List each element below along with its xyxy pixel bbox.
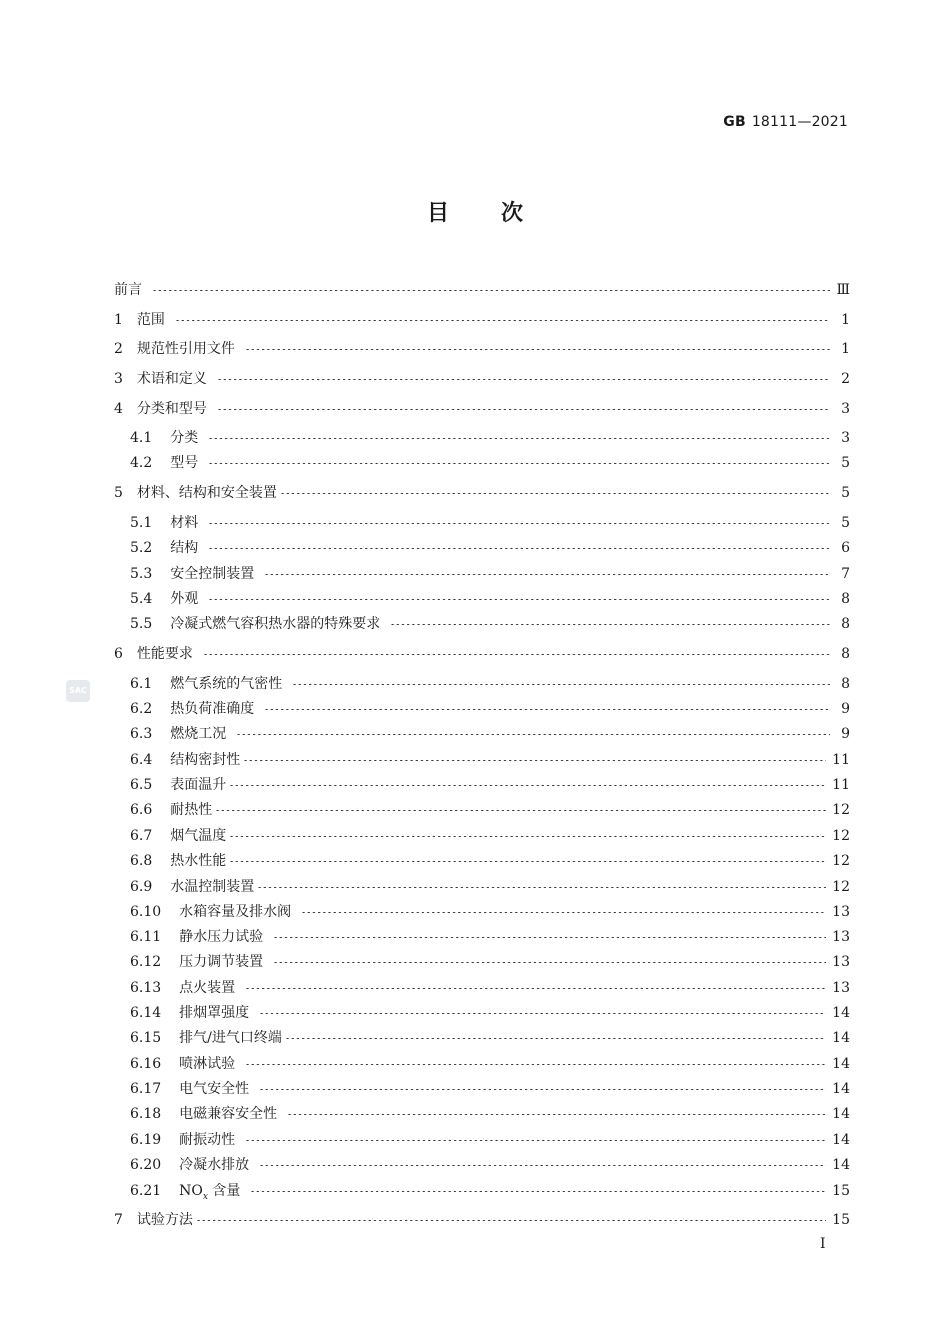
toc-entry-number: 1 bbox=[114, 312, 123, 328]
toc-entry-page: 13 bbox=[832, 980, 850, 996]
toc-entry-number: 2 bbox=[114, 341, 123, 357]
toc-entry-number: 4 bbox=[114, 401, 123, 417]
toc-entry-label: 型号 bbox=[170, 455, 199, 471]
toc-entry-page: 14 bbox=[832, 1106, 850, 1122]
toc-entry-page: 9 bbox=[841, 726, 850, 742]
toc-dot-leader bbox=[208, 548, 830, 549]
toc-entry-page: 14 bbox=[832, 1005, 850, 1021]
toc-entry[interactable] bbox=[130, 674, 850, 694]
toc-entry-page: 5 bbox=[841, 515, 850, 531]
toc-entry-number: 5.4 bbox=[130, 591, 153, 607]
toc-entry-label: 热水性能 bbox=[170, 853, 227, 869]
toc-entry-number: 6.10 bbox=[130, 904, 162, 920]
toc-entry-label: 术语和定义 bbox=[136, 371, 207, 387]
toc-entry-number: 6.11 bbox=[130, 929, 162, 945]
toc-entry[interactable] bbox=[130, 775, 850, 795]
toc-entry-number: 6.8 bbox=[130, 853, 153, 869]
toc-entry-number: 6.5 bbox=[130, 777, 153, 793]
toc-entry-label: 分类和型号 bbox=[136, 401, 207, 417]
toc-entry[interactable] bbox=[130, 800, 850, 820]
toc-dot-leader bbox=[264, 709, 830, 710]
toc-dot-leader bbox=[196, 1220, 826, 1221]
toc-entry[interactable] bbox=[114, 310, 850, 330]
toc-entry-label: 外观 bbox=[170, 591, 199, 607]
toc-entry[interactable] bbox=[130, 750, 850, 770]
toc-dot-leader bbox=[215, 810, 826, 811]
toc-entry-page: 1 bbox=[841, 312, 850, 328]
toc-entry-number: 6.4 bbox=[130, 752, 153, 768]
toc-entry-label: 冷凝水排放 bbox=[179, 1157, 250, 1173]
toc-entry-page: 8 bbox=[841, 616, 850, 632]
toc-entry-page: 3 bbox=[841, 401, 850, 417]
toc-entry-page: 8 bbox=[841, 646, 850, 662]
toc-entry-page: 8 bbox=[841, 676, 850, 692]
toc-entry-label: 热负荷准确度 bbox=[170, 701, 255, 717]
toc-entry-number: 6.21 bbox=[130, 1183, 162, 1199]
toc-entry[interactable] bbox=[130, 902, 850, 922]
toc-entry[interactable] bbox=[130, 699, 850, 719]
toc-entry[interactable] bbox=[114, 1210, 850, 1230]
toc-entry[interactable] bbox=[114, 369, 850, 389]
toc-entry-label: 结构 bbox=[170, 540, 199, 556]
toc-dot-leader bbox=[217, 409, 830, 410]
toc-dot-leader bbox=[229, 785, 826, 786]
toc-entry-label: 耐振动性 bbox=[179, 1132, 236, 1148]
toc-dot-leader bbox=[280, 493, 830, 494]
toc-entry-label: 压力调节装置 bbox=[179, 954, 264, 970]
toc-entry-label: 燃气系统的气密性 bbox=[170, 676, 283, 692]
toc-entry-page: 11 bbox=[832, 752, 850, 768]
toc-entry-page: 12 bbox=[832, 828, 850, 844]
toc-entry[interactable] bbox=[130, 513, 850, 533]
toc-entry-page: 15 bbox=[832, 1183, 850, 1199]
toc-dot-leader bbox=[175, 320, 830, 321]
toc-entry-label: 燃烧工况 bbox=[170, 726, 227, 742]
standard-code: GB bbox=[723, 114, 746, 130]
toc-entry-label: 结构密封性 bbox=[170, 752, 241, 768]
toc-dot-leader bbox=[390, 624, 830, 625]
toc-entry[interactable] bbox=[130, 614, 850, 634]
toc-dot-leader bbox=[273, 962, 826, 963]
toc-entry-number: 6.9 bbox=[130, 879, 153, 895]
page-title: 目次 bbox=[426, 201, 575, 226]
toc-entry-page: 13 bbox=[832, 904, 850, 920]
toc-entry-number: 6.16 bbox=[130, 1056, 162, 1072]
toc-entry[interactable] bbox=[130, 826, 850, 846]
toc-entry-label: 规范性引用文件 bbox=[136, 341, 235, 357]
toc-dot-leader bbox=[208, 599, 830, 600]
toc-entry-label: 分类 bbox=[170, 430, 199, 446]
toc-dot-leader bbox=[245, 988, 826, 989]
toc-entry-number: 6.15 bbox=[130, 1030, 162, 1046]
toc-dot-leader bbox=[259, 1013, 826, 1014]
toc-dot-leader bbox=[259, 1089, 826, 1090]
toc-entry-page: 13 bbox=[832, 954, 850, 970]
toc-entry[interactable] bbox=[114, 644, 850, 664]
toc-dot-leader bbox=[245, 349, 830, 350]
toc-entry-page: 14 bbox=[832, 1030, 850, 1046]
toc-entry-number: 6.13 bbox=[130, 980, 162, 996]
page-number: I bbox=[820, 1236, 826, 1252]
toc-entry[interactable] bbox=[130, 851, 850, 871]
toc-entry-number: 6.18 bbox=[130, 1106, 162, 1122]
toc-dot-leader bbox=[208, 523, 830, 524]
toc-entry[interactable] bbox=[130, 564, 850, 584]
toc-entry[interactable] bbox=[130, 1028, 850, 1048]
toc-entry-number: 6.6 bbox=[130, 802, 153, 818]
toc-entry[interactable] bbox=[130, 952, 850, 972]
toc-dot-leader bbox=[152, 290, 830, 291]
toc-entry-label: 喷淋试验 bbox=[179, 1056, 236, 1072]
toc-dot-leader bbox=[243, 760, 826, 761]
toc-entry[interactable] bbox=[130, 978, 850, 998]
toc-entry[interactable] bbox=[114, 280, 850, 300]
toc-entry-label: 试验方法 bbox=[136, 1212, 193, 1228]
toc-entry[interactable] bbox=[130, 538, 850, 558]
toc-entry-label: 材料 bbox=[170, 515, 199, 531]
toc-dot-leader bbox=[264, 574, 830, 575]
toc-dot-leader bbox=[245, 1064, 826, 1065]
standard-year-number: 18111—2021 bbox=[751, 114, 848, 130]
toc-entry-label: 冷凝式燃气容积热水器的特殊要求 bbox=[170, 616, 381, 632]
toc-entry-page: 9 bbox=[841, 701, 850, 717]
toc-entry-number: 7 bbox=[114, 1212, 123, 1228]
toc-dot-leader bbox=[273, 937, 826, 938]
toc-entry-number: 6.2 bbox=[130, 701, 153, 717]
toc-entry-page: 11 bbox=[832, 777, 850, 793]
toc-entry-number: 5.3 bbox=[130, 566, 153, 582]
toc-entry-number: 6.20 bbox=[130, 1157, 162, 1173]
toc-dot-leader bbox=[285, 1038, 826, 1039]
toc-entry[interactable] bbox=[130, 877, 850, 897]
toc-entry-page: 3 bbox=[841, 430, 850, 446]
toc-dot-leader bbox=[229, 836, 826, 837]
toc-entry-number: 5.2 bbox=[130, 540, 153, 556]
sac-watermark-logo: SAC bbox=[66, 680, 90, 702]
toc-entry[interactable] bbox=[130, 1054, 850, 1074]
toc-entry-page: 14 bbox=[832, 1132, 850, 1148]
toc-entry-number: 6 bbox=[114, 646, 123, 662]
toc-entry-label: 点火装置 bbox=[179, 980, 236, 996]
toc-entry[interactable] bbox=[130, 1155, 850, 1175]
toc-entry[interactable] bbox=[130, 1181, 850, 1201]
toc-entry-label: 范围 bbox=[136, 312, 165, 328]
toc-dot-leader bbox=[259, 1165, 826, 1166]
toc-entry[interactable] bbox=[130, 1130, 850, 1150]
toc-entry-page: Ⅲ bbox=[836, 282, 850, 298]
toc-dot-leader bbox=[287, 1114, 826, 1115]
toc-dot-leader bbox=[236, 734, 830, 735]
toc-entry-page: 1 bbox=[841, 341, 850, 357]
toc-dot-leader bbox=[217, 379, 830, 380]
toc-entry-page: 7 bbox=[841, 566, 850, 582]
toc-entry[interactable] bbox=[130, 724, 850, 744]
toc-entry-number: 4.1 bbox=[130, 430, 153, 446]
toc-entry-number: 6.7 bbox=[130, 828, 153, 844]
toc-entry-label: 排气/进气口终端 bbox=[179, 1030, 282, 1046]
toc-entry[interactable] bbox=[130, 453, 850, 473]
toc-entry-label: 安全控制装置 bbox=[170, 566, 255, 582]
toc-entry[interactable] bbox=[130, 1079, 850, 1099]
toc-dot-leader bbox=[292, 684, 830, 685]
toc-entry-label: 水箱容量及排水阀 bbox=[179, 904, 292, 920]
toc-entry[interactable] bbox=[130, 428, 850, 448]
toc-entry-number: 6.12 bbox=[130, 954, 162, 970]
toc-entry-label: 前言 bbox=[114, 282, 142, 298]
toc-entry-label: 性能要求 bbox=[136, 646, 193, 662]
toc-entry-label: 静水压力试验 bbox=[179, 929, 264, 945]
toc-entry-page: 2 bbox=[841, 371, 850, 387]
toc-dot-leader bbox=[301, 912, 826, 913]
toc-entry-label: 电气安全性 bbox=[179, 1081, 250, 1097]
toc-dot-leader bbox=[257, 887, 826, 888]
toc-dot-leader bbox=[208, 438, 830, 439]
toc-dot-leader bbox=[250, 1191, 826, 1192]
toc-entry[interactable] bbox=[130, 1003, 850, 1023]
toc-entry-label: 电磁兼容安全性 bbox=[179, 1106, 278, 1122]
toc-entry-page: 5 bbox=[841, 455, 850, 471]
toc-entry-number: 5 bbox=[114, 485, 123, 501]
toc-entry-page: 5 bbox=[841, 485, 850, 501]
toc-entry-number: 6.19 bbox=[130, 1132, 162, 1148]
toc-entry-number: 4.2 bbox=[130, 455, 153, 471]
toc-entry-page: 12 bbox=[832, 879, 850, 895]
toc-entry-number: 6.14 bbox=[130, 1005, 162, 1021]
toc-entry-label: 材料、结构和安全装置 bbox=[136, 485, 277, 501]
toc-entry-page: 14 bbox=[832, 1157, 850, 1173]
toc-entry-number: 6.17 bbox=[130, 1081, 162, 1097]
toc-entry-number: 5.5 bbox=[130, 616, 153, 632]
toc-entry-number: 5.1 bbox=[130, 515, 153, 531]
toc-dot-leader bbox=[229, 861, 826, 862]
toc-entry-number: 3 bbox=[114, 371, 123, 387]
toc-entry-label: $NO_x$ 含量 bbox=[179, 1183, 241, 1202]
toc-entry[interactable] bbox=[114, 483, 850, 503]
toc-entry-page: 14 bbox=[832, 1081, 850, 1097]
toc-entry-page: 8 bbox=[841, 591, 850, 607]
toc-entry[interactable] bbox=[114, 339, 850, 359]
toc-entry[interactable] bbox=[130, 589, 850, 609]
toc-dot-leader bbox=[245, 1140, 826, 1141]
toc-entry-label: 表面温升 bbox=[170, 777, 227, 793]
toc-entry-label: 水温控制装置 bbox=[170, 879, 255, 895]
toc-entry-number: 6.1 bbox=[130, 676, 153, 692]
toc-dot-leader bbox=[203, 654, 830, 655]
toc-entry-label: 耐热性 bbox=[170, 802, 213, 818]
toc-entry-number: 6.3 bbox=[130, 726, 153, 742]
toc-entry[interactable] bbox=[130, 927, 850, 947]
toc-entry-page: 14 bbox=[832, 1056, 850, 1072]
toc-dot-leader bbox=[208, 463, 830, 464]
toc-entry-label: 烟气温度 bbox=[170, 828, 227, 844]
toc-entry-label: 排烟罩强度 bbox=[179, 1005, 250, 1021]
toc-entry[interactable] bbox=[130, 1104, 850, 1124]
toc-entry-page: 6 bbox=[841, 540, 850, 556]
toc-entry[interactable] bbox=[114, 399, 850, 419]
toc-entry-page: 12 bbox=[832, 802, 850, 818]
toc-entry-page: 15 bbox=[832, 1212, 850, 1228]
toc-entry-page: 12 bbox=[832, 853, 850, 869]
toc-entry-page: 13 bbox=[832, 929, 850, 945]
